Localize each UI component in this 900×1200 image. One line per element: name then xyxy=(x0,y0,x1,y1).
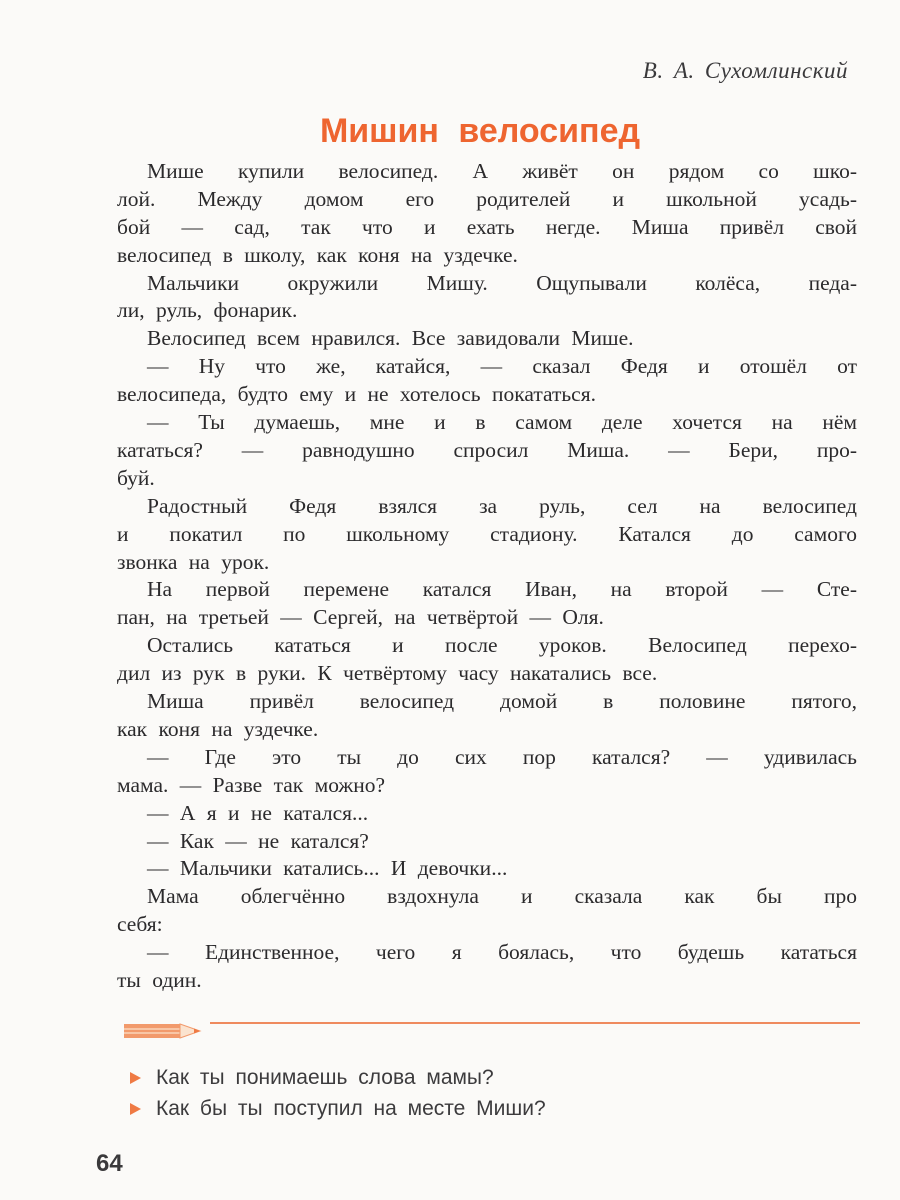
text-line: велосипед в школу, как коня на уздечке. xyxy=(117,242,518,267)
text-line: себя: xyxy=(117,912,163,937)
text-line: звонка на урок. xyxy=(117,549,270,574)
text-line: — Ты думаешь, мне и в самом деле хочется на нём xyxy=(147,410,857,435)
text-line: — Единственное, чего я боялась, что будешь кататься xyxy=(147,940,857,965)
text-line: Мише купили велосипед. А живёт он рядом со шко- xyxy=(147,159,857,183)
question-item xyxy=(130,1093,546,1124)
text-line: и покатил по школьному стадиону. Катался до самого xyxy=(117,521,857,546)
text-line: — А я и не катался... xyxy=(147,800,369,825)
pencil-icon xyxy=(124,1023,204,1039)
question-text: Как ты понимаешь слова мамы? xyxy=(156,1066,494,1089)
text-line: Мальчики окружили Мишу. Ощупывали колёса, педа- xyxy=(147,270,857,295)
triangle-bullet-icon xyxy=(130,1072,141,1084)
text-line: буй. xyxy=(117,465,155,490)
text-line: Остались кататься и после уроков. Велосипед перехо- xyxy=(147,633,857,658)
text-line: — Где это ты до сих пор катался? — удивилась xyxy=(147,744,857,769)
text-line: — Мальчики катались... И девочки... xyxy=(147,856,508,881)
text-line: Радостный Федя взялся за руль, сел на велосипед xyxy=(147,493,857,518)
text-line: — Как — не катался? xyxy=(147,828,369,853)
story-text xyxy=(117,158,857,995)
section-divider xyxy=(210,1022,860,1024)
text-line: На первой перемене катался Иван, на второй — Сте- xyxy=(147,577,857,602)
triangle-bullet-icon xyxy=(130,1103,141,1115)
text-line: Миша привёл велосипед домой в половине пятого, xyxy=(147,689,857,714)
page-number: 64 xyxy=(96,1150,123,1177)
author-name: В. А. Сухомлинский xyxy=(642,58,848,83)
text-line: лой. Между домом его родителей и школьной усадь- xyxy=(117,186,857,211)
text-line: бой — сад, так что и ехать негде. Миша привёл свой xyxy=(117,214,857,239)
text-line: велосипеда, будто ему и не хотелось покататься. xyxy=(117,382,596,407)
question-text: Как бы ты поступил на месте Миши? xyxy=(156,1097,546,1120)
text-line: ты один. xyxy=(117,968,202,993)
question-item xyxy=(130,1062,546,1093)
page-title: Мишин велосипед xyxy=(319,112,641,150)
text-line: кататься? — равнодушно спросил Миша. — Бери, про- xyxy=(117,437,857,462)
text-line: дил из рук в руки. К четвёртому часу накатались все. xyxy=(117,661,658,686)
questions-list xyxy=(130,1062,546,1124)
text-line: Мама облегчённо вздохнула и сказала как бы про xyxy=(147,884,857,909)
text-line: Велосипед всем нравился. Все завидовали Мише. xyxy=(147,326,634,351)
text-line: пан, на третьей — Сергей, на четвёртой — Оля. xyxy=(117,605,604,630)
text-line: ли, руль, фонарик. xyxy=(117,298,298,323)
text-line: как коня на уздечке. xyxy=(117,716,319,741)
text-line: мама. — Разве так можно? xyxy=(117,772,386,797)
text-line: — Ну что же, катайся, — сказал Федя и отошёл от xyxy=(147,354,857,379)
